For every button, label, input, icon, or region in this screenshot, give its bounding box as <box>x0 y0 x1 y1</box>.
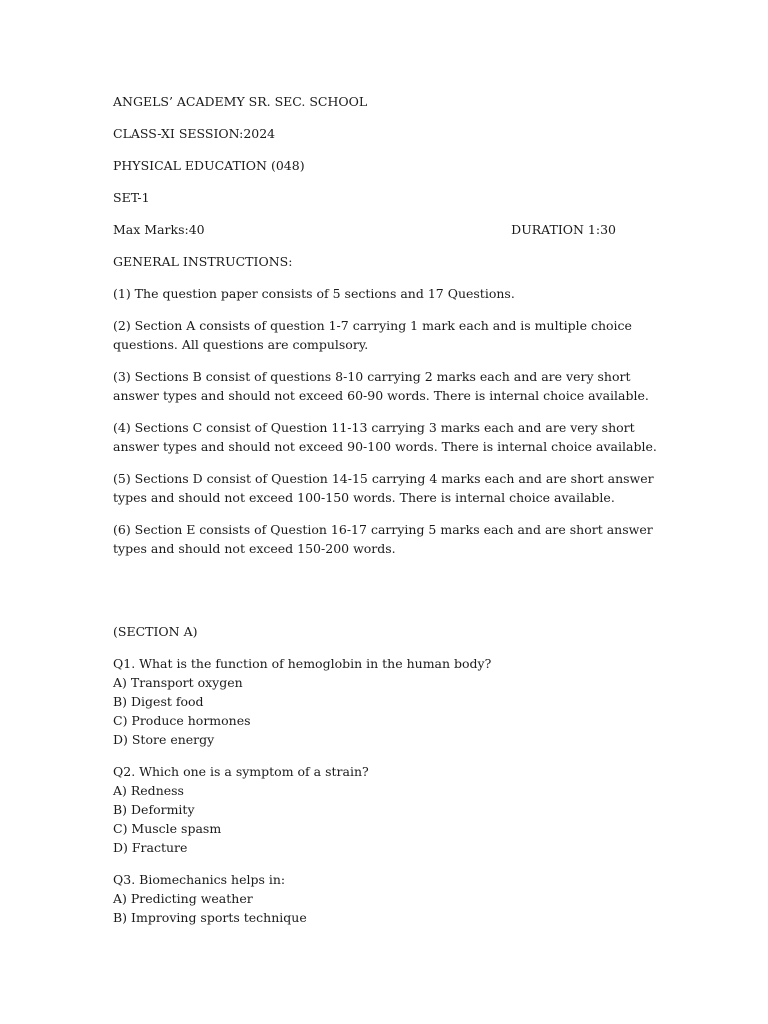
instructions-heading: GENERAL INSTRUCTIONS: <box>113 254 293 269</box>
option: D) Fracture <box>113 840 188 855</box>
option: A) Transport oxygen <box>113 675 243 690</box>
question-block <box>113 870 663 927</box>
instruction-item: (5) Sections D consist of Question 14-15 carrying 4 marks each and are short answer types and should not exceed 100-150 words. There is internal choice available. <box>113 471 654 505</box>
question-text: Q1. What is the function of hemoglobin in the human body? <box>113 656 492 671</box>
option: B) Improving sports technique <box>113 910 307 925</box>
max-marks: Max Marks:40 <box>113 222 205 237</box>
class-session: CLASS-XI SESSION:2024 <box>113 126 276 141</box>
marks-duration-row <box>113 220 616 239</box>
option: C) Muscle spasm <box>113 821 222 836</box>
document-page <box>113 92 663 940</box>
section-heading: (SECTION A) <box>113 624 198 639</box>
subject-title: PHYSICAL EDUCATION (048) <box>113 158 305 173</box>
option: A) Redness <box>113 783 184 798</box>
option: A) Predicting weather <box>113 891 253 906</box>
school-name: ANGELS’ ACADEMY SR. SEC. SCHOOL <box>113 94 368 109</box>
instruction-item: (6) Section E consists of Question 16-17 carrying 5 marks each and are short answer types and should not exceed 150-200 words. <box>113 522 653 556</box>
instruction-item: (1) The question paper consists of 5 sections and 17 Questions. <box>113 286 515 301</box>
spacer <box>113 571 663 622</box>
question-block <box>113 654 663 749</box>
question-text: Q2. Which one is a symptom of a strain? <box>113 764 369 779</box>
option: B) Deformity <box>113 802 195 817</box>
option: B) Digest food <box>113 694 204 709</box>
option: D) Store energy <box>113 732 215 747</box>
option: C) Produce hormones <box>113 713 251 728</box>
question-block <box>113 762 663 857</box>
instruction-item: (2) Section A consists of question 1-7 carrying 1 mark each and is multiple choice questions. All questions are compulsory. <box>113 318 632 352</box>
instruction-item: (4) Sections C consist of Question 11-13 carrying 3 marks each and are very short answer types and should not exceed 90-100 words. There is internal choice available. <box>113 420 657 454</box>
set-label: SET-1 <box>113 190 150 205</box>
duration: DURATION 1:30 <box>511 222 616 237</box>
question-text: Q3. Biomechanics helps in: <box>113 872 286 887</box>
instruction-item: (3) Sections B consist of questions 8-10 carrying 2 marks each and are very short answer types and should not exceed 60-90 words. There is internal choice available. <box>113 369 649 403</box>
